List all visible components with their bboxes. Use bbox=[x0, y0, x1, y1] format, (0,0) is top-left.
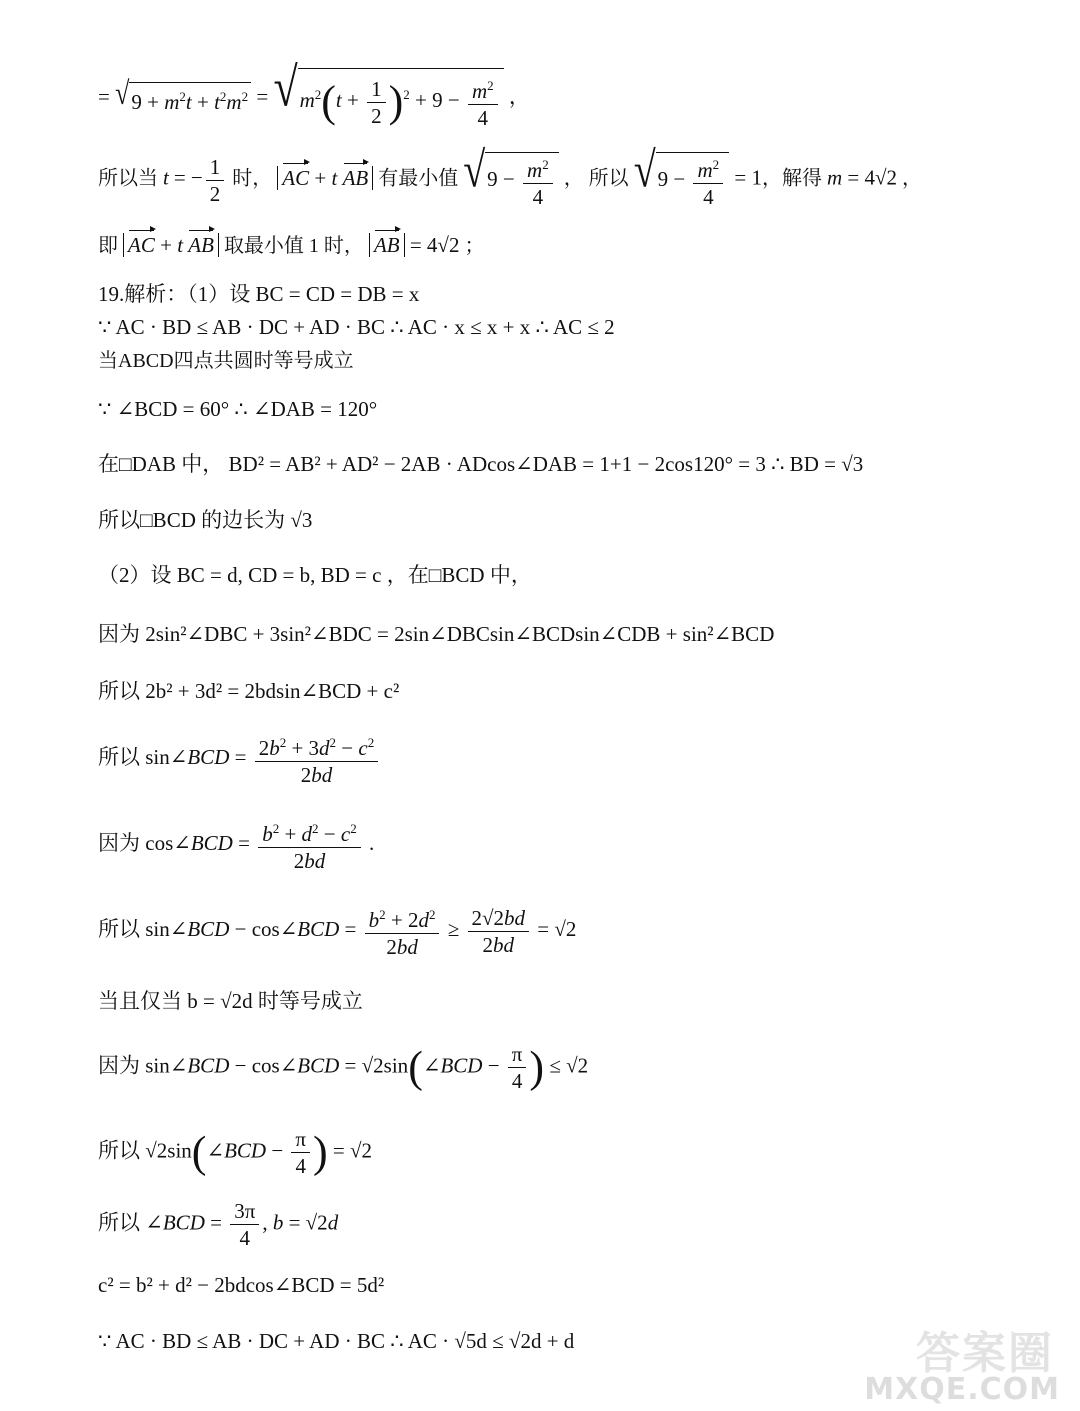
side-relation-line: 所以 2b² + 3d² = 2bdsin∠BCD + c² bbox=[98, 679, 400, 703]
angle-line: ∵ ∠BCD = 60° ∴ ∠DAB = 120° bbox=[98, 397, 378, 421]
part-2-setup: （2）设 BC = d, CD = b, BD = c ，在□BCD 中， bbox=[98, 563, 532, 587]
side-length-line: 所以□BCD 的边长为 √3 bbox=[98, 508, 313, 532]
sin-bcd-line: 所以 sin∠BCD = $\frac{2b^2 + 3d^2 - c^2}{2bd}$ bbox=[98, 732, 381, 786]
watermark-bottom-text: MXQE.COM bbox=[864, 1372, 1060, 1407]
equation-line-2: 所以当 t = − $\frac{1}{2}$ 时， AC + t AB 有最小值 √ 9 − $\frac{m^2}{4}$ ， 所以 √ 9 − $\frac{m^2}{4}$ = 1，解得 m = 4√2 ， bbox=[98, 141, 923, 209]
cos-bcd-line: 因为 cos∠BCD = $\frac{b^2 + d^2 - c^2}{2bd}$ . bbox=[98, 818, 374, 872]
watermark-logo bbox=[864, 1317, 1060, 1407]
equation-line-1: = √ $9 + m^2t + t^2m^2$ = √ $m^2(t$ + $\frac{1}{2}$ )$^2$ + 9 − $\frac{m^2}{4}$ ， bbox=[98, 56, 530, 130]
inequality-line: ∵ AC · BD ≤ AB · DC + AD · BC ∴ AC · x ≤ x + x ∴ AC ≤ 2 bbox=[98, 315, 615, 339]
section-19-title: 19.解析：（1）设 BC = CD = DB = x bbox=[98, 282, 420, 306]
watermark-top-text: 答案圈 bbox=[916, 1328, 1054, 1379]
difference-inequality-line: 所以 sin∠BCD − cos∠BCD = $\frac{b^2 + 2d^2}{2bd}$ ≥ $\frac{2√2bd}{2bd}$ = √2 bbox=[98, 905, 577, 959]
cosine-law-line: 在□DAB 中， BD² = AB² + AD² − 2AB · ADcos∠DAB = 1+1 − 2cos120° = 3 ∴ BD = √3 bbox=[98, 452, 864, 476]
concyclic-note: 当ABCD四点共圆时等号成立 bbox=[98, 350, 354, 372]
max-equality-line: 所以 √2sin(∠BCD − $\frac{\pi}{4}$ ) = √2 bbox=[98, 1127, 373, 1178]
equation-line-3: 即 AC + t AB 取最小值 1 时， AB = 4√2 ； bbox=[98, 233, 485, 257]
final-inequality-line: ∵ AC · BD ≤ AB · DC + AD · BC ∴ AC · √5d ≤ √2d + d bbox=[98, 1329, 575, 1353]
angle-result-line: 所以 ∠BCD = $\frac{3\pi}{4}$ , b = √2d bbox=[98, 1199, 339, 1250]
sine-identity-line: 因为 2sin²∠DBC + 3sin²∠BDC = 2sin∠DBCsin∠BCDsin∠CDB + sin²∠BCD bbox=[98, 622, 775, 646]
c-squared-line: c² = b² + d² − 2bdcos∠BCD = 5d² bbox=[98, 1273, 385, 1297]
equality-condition: 当且仅当 b = √2d 时等号成立 bbox=[98, 989, 363, 1013]
auxiliary-angle-line: 因为 sin∠BCD − cos∠BCD = √2sin(∠BCD − $\frac{\pi}{4}$ ) ≤ √2 bbox=[98, 1042, 589, 1093]
